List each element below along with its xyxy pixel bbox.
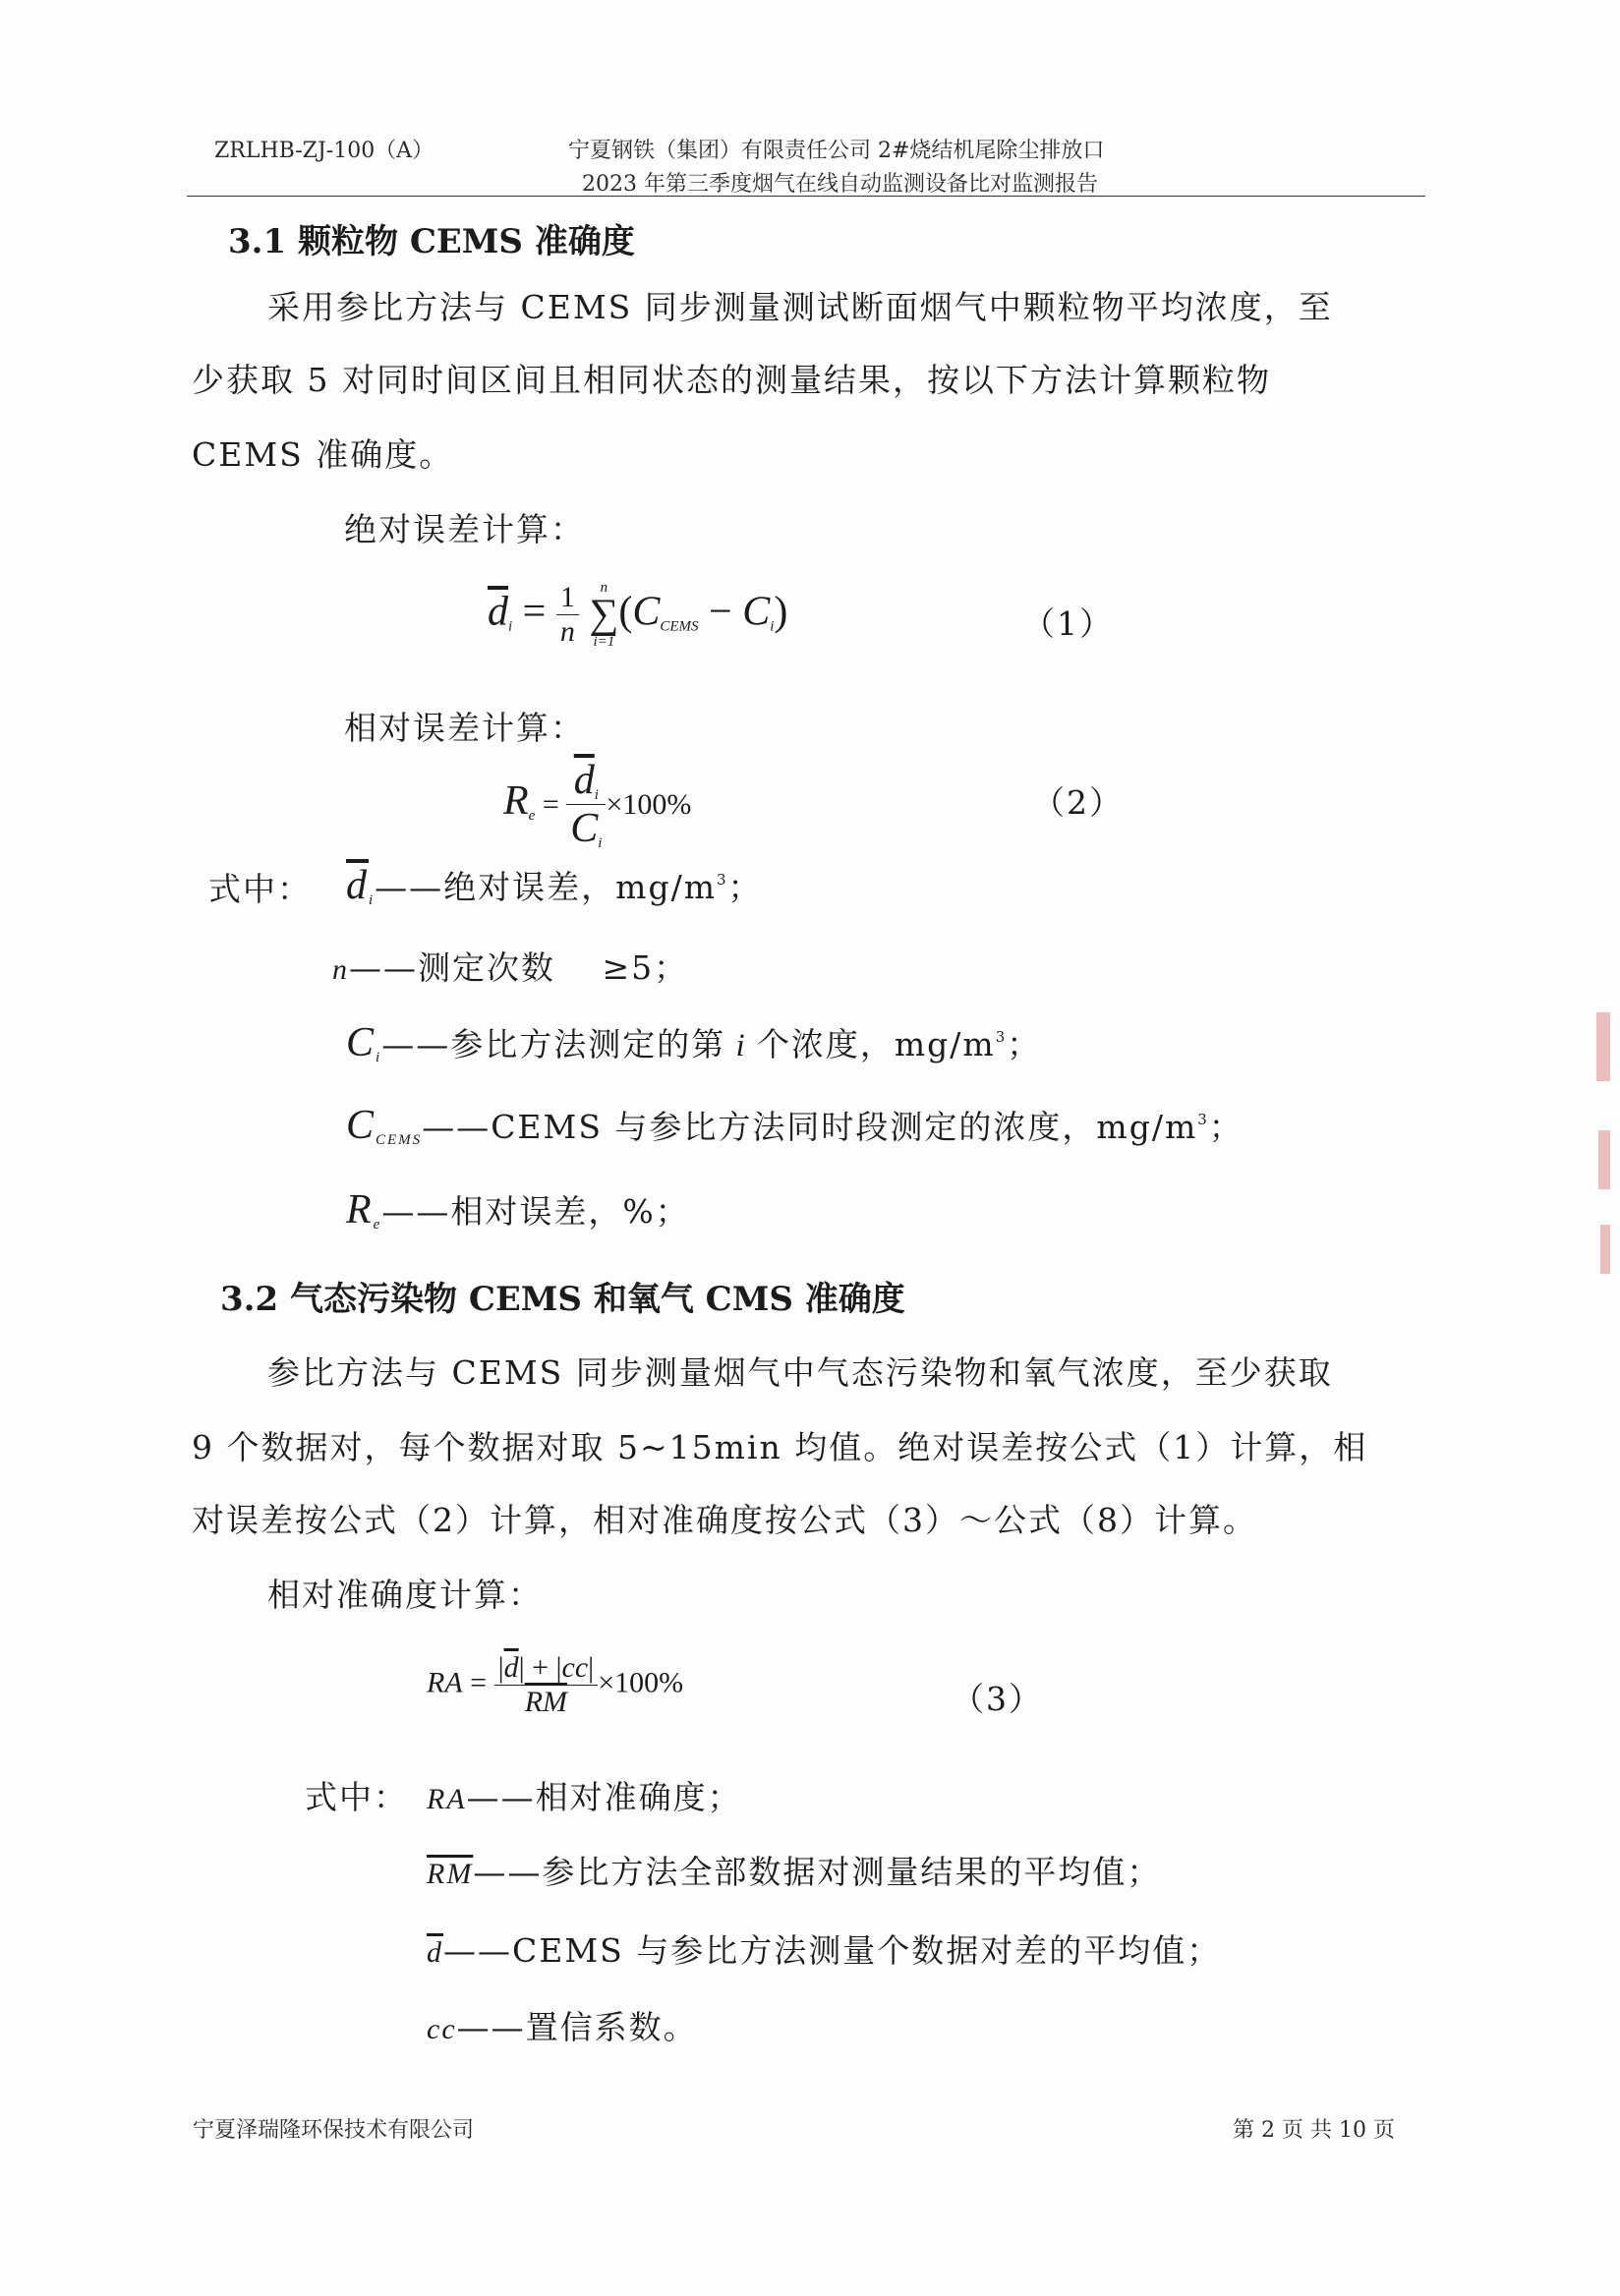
document-code: ZRLHB-ZJ-100（A） [214,139,434,163]
footer-company: 宁夏泽瑞隆环保技术有限公司 [193,2118,475,2143]
paragraph-line: 对误差按公式（2）计算，相对准确度按公式（3）～公式（8）计算。 [192,1501,1257,1539]
definition-ra: RA——相对准确度； [427,1778,742,1816]
definition-rm: $\overline{RM}——$参比方法全部数据对测量结果的平均值； [427,1853,1162,1891]
abs-error-label: 绝对误差计算： [344,510,585,548]
where-label: 式中： [305,1778,408,1816]
equation-2-number: （2） [1032,783,1124,822]
definition-cc: cc——置信系数。 [427,2008,698,2046]
ra-label: 相对准确度计算： [267,1576,543,1614]
where-label: 式中： [208,870,312,908]
equation-3-number: （3） [952,1680,1043,1718]
section-3-1-heading: 3.1 颗粒物 CEMS 准确度 [228,222,635,261]
report-title-line1: 宁夏钢铁（集团）有限责任公司 2#烧结机尾除尘排放口 [568,139,1105,163]
definition-ccems: $C_{CEMS}——CEMS$ 与参比方法同时段测定的浓度，$mg/m^3$； [346,1103,1244,1148]
paragraph-line: 9 个数据对，每个数据对取 5~15min 均值。绝对误差按公式（1）计算，相 [192,1428,1368,1466]
seal-fragment [1600,1225,1610,1274]
seal-fragment [1596,1012,1610,1081]
paragraph-line: 参比方法与 CEMS 同步测量烟气中气态污染物和氧气浓度，至少获取 [267,1353,1333,1392]
equation-1-number: （1） [1022,604,1114,643]
equation-3: RA = $\frac{|\overline{d}| + |cc|}{RM}$ ×100% [427,1651,684,1718]
paragraph-line: CEMS 准确度。 [192,435,454,474]
equation-1: $\overline{d}_i$ = $\frac{1}{n}$ n ∑ i=1 $(C_{CEMS} - C_i)$ [488,580,788,650]
definition-re: $R_e——$相对误差，%； [346,1187,690,1233]
seal-fragment [1598,1130,1610,1189]
footer-page-info: 第 2 页 共 10 页 [1233,2118,1395,2143]
definition-ci: $C_i——$参比方法测定的第 i 个浓度，$mg/m^3$； [346,1020,1042,1065]
header-divider [187,196,1425,197]
definition-n: n——测定次数 ≥5； [332,948,689,987]
paragraph-line: 采用参比方法与 CEMS 同步测量测试断面烟气中颗粒物平均浓度，至 [267,288,1333,326]
rel-error-label: 相对误差计算： [344,709,585,747]
definition-abs-error: $\overline{d}_i——$绝对误差，$mg/m^3$； [346,863,763,908]
report-title-line2: 2023 年第三季度烟气在线自动监测设备比对监测报告 [582,172,1098,197]
equation-2: $R_e$ = $\frac{\overline{d}_i}{C_i}$ ×100% [503,758,692,851]
definition-d: $\overline{d}——CEMS$ 与参比方法测量个数据对差的平均值； [427,1931,1222,1970]
section-3-2-heading: 3.2 气态污染物 CEMS 和氧气 CMS 准确度 [220,1280,905,1319]
paragraph-line: 少获取 5 对同时间区间且相同状态的测量结果，按以下方法计算颗粒物 [192,361,1271,399]
